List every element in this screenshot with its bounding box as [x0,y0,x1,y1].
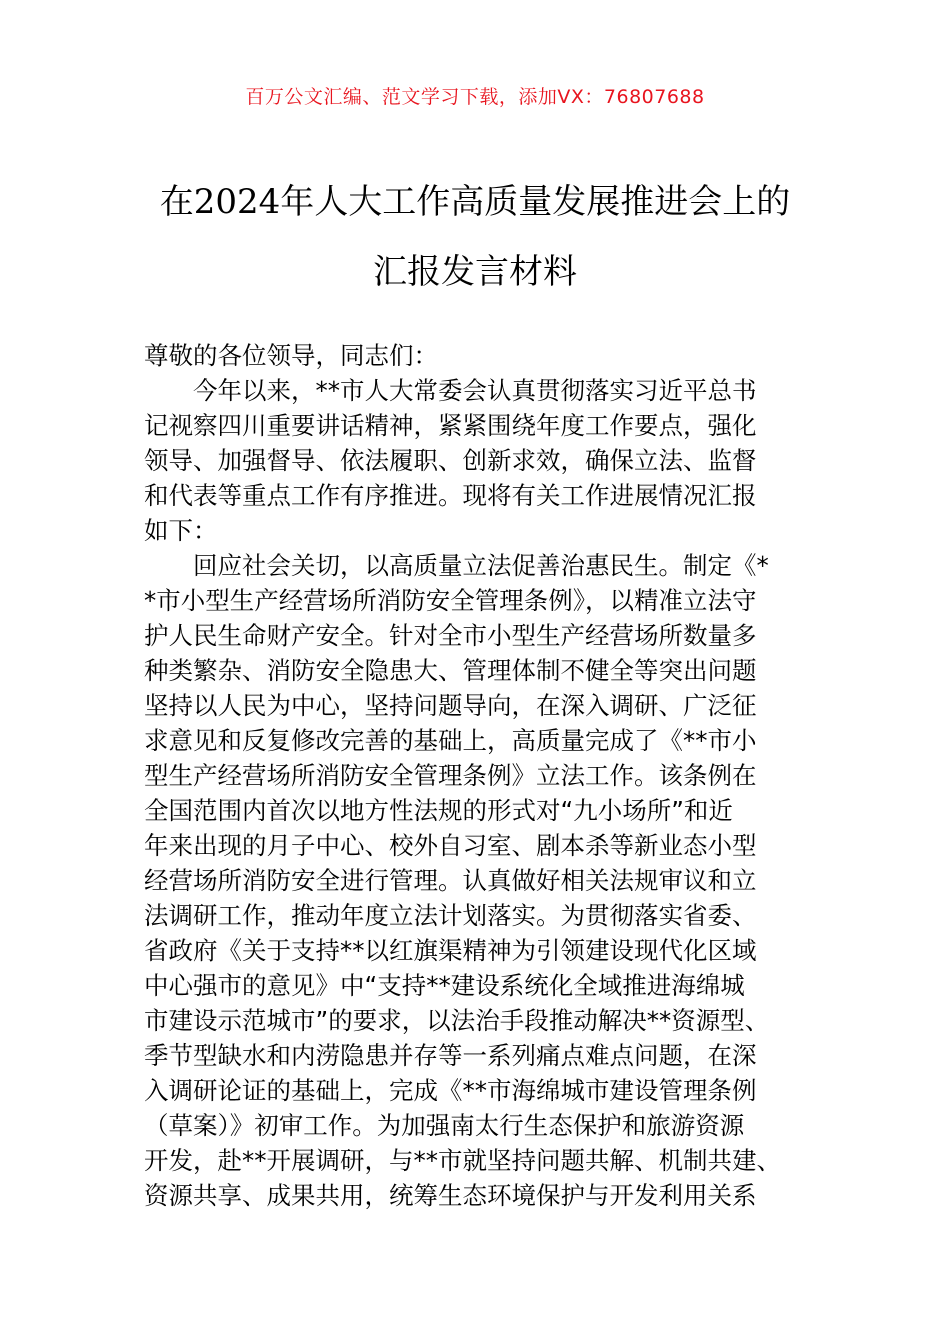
body-line: 资源共享、成果共用，统筹生态环境保护与开发利用关系 [144,1181,757,1210]
body-line: 开发，赴**开展调研，与**市就坚持问题共解、机制共建、 [144,1146,781,1175]
body-line: 型生产经营场所消防安全管理条例》立法工作。该条例在 [144,761,757,790]
document-title-line-2: 汇报发言材料 [373,252,577,292]
body-line: 和代表等重点工作有序推进。现将有关工作进展情况汇报 [144,481,757,510]
body-line: 经营场所消防安全进行管理。认真做好相关法规审议和立 [144,866,757,895]
body-line: 回应社会关切，以高质量立法促善治惠民生。制定《* [144,551,769,580]
body-line: 护人民生命财产安全。针对全市小型生产经营场所数量多 [144,621,757,650]
body-line: 领导、加强督导、依法履职、创新求效，确保立法、监督 [144,446,757,475]
body-line: （草案）》初审工作。为加强南太行生态保护和旅游资源 [144,1111,745,1140]
document-body [144,338,814,1213]
body-line: 如下： [144,516,218,545]
body-line: 今年以来，**市人大常委会认真贯彻落实习近平总书 [144,376,757,405]
body-line: 市建设示范城市”的要求，以法治手段推动解决**资源型、 [144,1006,770,1035]
body-line: 中心强市的意见》中“支持**建设系统化全域推进海绵城 [144,971,745,1000]
body-line: 种类繁杂、消防安全隐患大、管理体制不健全等突出问题 [144,656,757,685]
body-line: 法调研工作，推动年度立法计划落实。为贯彻落实省委、 [144,901,757,930]
body-line: 入调研论证的基础上，完成《**市海绵城市建设管理条例 [144,1076,757,1105]
body-line: 季节型缺水和内涝隐患并存等一系列痛点难点问题，在深 [144,1041,757,1070]
document-title-line-1: 在2024年人大工作高质量发展推进会上的 [159,182,791,222]
body-line: 年来出现的月子中心、校外自习室、剧本杀等新业态小型 [144,831,757,860]
body-line: *市小型生产经营场所消防安全管理条例》，以精准立法守 [144,586,757,615]
body-line: 坚持以人民为中心，坚持问题导向，在深入调研、广泛征 [144,691,757,720]
watermark-text: 百万公文汇编、范文学习下载，添加VX：76807688 [245,86,705,108]
body-line: 求意见和反复修改完善的基础上，高质量完成了《**市小 [144,726,757,755]
body-line: 尊敬的各位领导，同志们： [144,341,438,370]
body-line: 全国范围内首次以地方性法规的形式对“九小场所”和近 [144,796,733,825]
body-line: 记视察四川重要讲话精神，紧紧围绕年度工作要点，强化 [144,411,757,440]
body-line: 省政府《关于支持**以红旗渠精神为引领建设现代化区域 [144,936,757,965]
